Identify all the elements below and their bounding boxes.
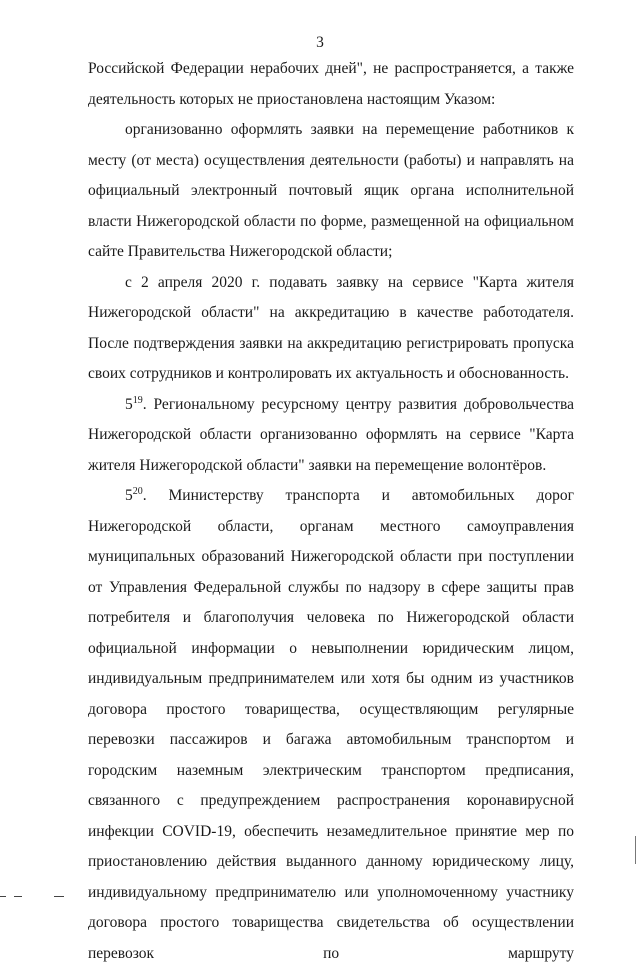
clause-superscript: 20 (132, 485, 143, 497)
paragraph-volunteer-center (88, 390, 574, 482)
clause-number: 5 (125, 395, 133, 413)
scan-bottom-mark-middle (14, 896, 22, 897)
scan-bottom-mark-left (0, 896, 6, 897)
clause-text: . Региональному ресурсному центру развития добровольчества Нижегородской области организованно оформлять на сервисе "Карта жителя Нижегородской области" заявки на перемещение волонтёров. (88, 395, 574, 474)
clause-number: 5 (125, 487, 133, 504)
clause-text: . Министерству транспорта и автомобильных дорог Нижегородской области, органам местного самоуправления муниципальных образований Нижегородской области при поступлении от Управления Федеральной службы по надзору в сфере защиты прав потребителя и благополучия человека по Нижегородской области официальной информации о невыполнении юридическим лицом, индивидуальным предпринимателем или хотя бы одним из участников договора простого товарищества, осуществляющим регулярные перевозки пассажиров и багажа автомобильным транспортом и городским наземным электрическим транспортом предписания, связанного с предупреждением распространения коронавирусной инфекции COVID-19, обеспечить незамедлительное принятие мер по приостановлению действия выданного данному юридическому лицу, индивидуальному предпринимателю или уполномоченному участнику договора простого товарищества свидетельства об осуществлении перевозок по маршруту (88, 487, 574, 962)
paragraph-applications: организованно оформлять заявки на перемещение работников к месту (от места) осуществления деятельности (работы) и направлять на официальный электронный почтовый ящик органа исполнительной власти Нижегородской области по форме, размещенной на официальном сайте Правительства Нижегородской области; (88, 121, 574, 260)
paragraph-transport-ministry (88, 481, 574, 969)
page-number: 3 (316, 34, 324, 51)
scan-bottom-mark-right (54, 896, 64, 897)
document-body (88, 54, 574, 969)
paragraph-accreditation: с 2 апреля 2020 г. подавать заявку на сервисе "Карта жителя Нижегородской области" на аккредитацию в качестве работодателя. После подтверждения заявки на аккредитацию регистрировать пропуска своих сотрудников и контролировать их актуальность и обоснованность. (88, 273, 574, 382)
clause-superscript: 19 (132, 394, 143, 406)
paragraph-continuation: Российской Федерации нерабочих дней", не распространяется, а также деятельность которых не приостановлена настоящим Указом: (88, 60, 574, 108)
scan-edge-mark (635, 836, 636, 864)
